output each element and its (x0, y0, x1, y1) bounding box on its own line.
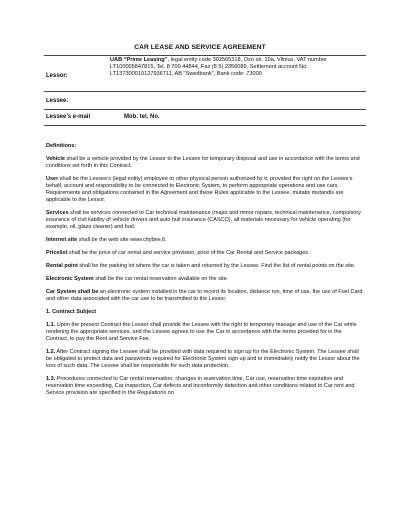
clause-number: 1.2. (46, 349, 56, 355)
definition-term: Car System shall be (46, 289, 99, 295)
clause-text: Upon the present Contract the Lessor shall provide the Lessee with the right to temporary manage and use of the Car while rendering the appropriate services, and the Lessee agrees to use the Car in accordance with the terms provided for in the Contract, to pay the Rent and Service Fee. (46, 322, 357, 342)
lessor-info: , legal entity code 302565318, Ozo str. 10a, Vilnius, VAT number LT100005847815, Tel. 8 700 44844, Fax (8 5) 2356089, Settlement account No. LT137300010127936711, AB "Swedbank", Bank code: 73000 (110, 57, 327, 78)
clause-1-2 (46, 349, 364, 370)
definition-text: shall be the price of car rental and service provision, price of the Car Rental and Service packages. (67, 250, 310, 256)
definition-term: Vehicle (46, 156, 65, 162)
definition-term: Internet site (46, 237, 78, 243)
clause-1-3 (46, 376, 364, 397)
definition-text: shall be services connected to Car technical maintenance (major and minor repairs, technical maintenance, compulsory insurance of civil liability of vehicle drivers and auto hull insurance (CASCO), all materials necessary for vehicle operating (for example, oil, glass cleaner) and fuel. (46, 210, 361, 230)
definition-term: Pricelist (46, 250, 68, 256)
clause-number: 1.3. (46, 376, 56, 382)
lessee-email-label: Lessee’s e-mail (46, 114, 91, 120)
definition-text: shall be the parking lot where the car is taken and returned by the Lessee. Find the list of rental points on the site. (77, 263, 356, 269)
lessee-label: Lessee: (46, 98, 69, 104)
definition-services (46, 210, 364, 231)
definition-internet-site (46, 237, 364, 244)
definition-term: Electronic System (46, 276, 94, 282)
section-1-heading: 1. Contract Subject (46, 309, 97, 315)
definition-rental-point (46, 263, 364, 270)
clause-text: Procedures connected to Car rental reservation, changes in reservation time, Car use, reservation time expiration and reservation time exceeding, Car inspection, Car defects and inconformity detection and other conditions related to Car rent and Service provision are specified in the Regulations on (46, 376, 355, 396)
mobile-label: Mob. tel. No. (124, 114, 160, 120)
definition-pricelist (46, 250, 364, 257)
document-title: CAR LEASE AND SERVICE AGREEMENT (134, 44, 266, 51)
clause-text: After Contract signing the Lessee shall be provided with data required to sign up for the Electronic System. The Lessee shall be obligated to protect data and passwords required for Electronic System sign up and to immediately notify the Lessor about the loss of such data. The Lessee shall be responsible for such data protection. (46, 349, 360, 369)
clause-1-1 (46, 322, 364, 343)
definition-vehicle (46, 156, 364, 170)
definition-term: User (46, 176, 59, 182)
definition-text: an electronic system installed in the car to record its location, distance run, time of use, the use of Fuel Card and other data associated with the car use to be transmitted to the Lessor. (46, 289, 363, 302)
lessor-name: UAB “Prime Leasing” (110, 57, 168, 63)
definition-car-system (46, 289, 364, 303)
lessor-rule (44, 91, 366, 92)
definitions-heading: Definitions: (46, 143, 77, 149)
lessee-rule (44, 109, 366, 110)
header-bottom-rule (44, 125, 366, 126)
definition-user (46, 176, 364, 204)
definition-text: shall be a vehicle provided by the Lessor to the Lessee for temporary disposal and use in accordance with the terms and conditions set forth in this Contract. (46, 156, 360, 169)
definition-term: Services (46, 210, 69, 216)
clause-number: 1.1. (46, 322, 56, 328)
lessor-label: Lessor: (46, 73, 68, 79)
header-top-rule (44, 55, 366, 56)
definition-text: shall be the car rental reservation available on the site. (93, 276, 229, 282)
document-body (46, 143, 364, 403)
lessor-details (110, 57, 370, 79)
definition-text: shall be the Lessee’s (legal entity) employee or other physical person authorized by it, provided the right on the Lessee’s behalf, account and responsibility to be connected to Electronic System, to perform appropriate operations and use cars. Requirements and obligations contained in the Agreement and these Rules applicable to the Lessee, mutatis mutandis are applicable to the Lessor. (46, 176, 353, 203)
definition-term: Rental point (46, 263, 78, 269)
definition-electronic-system (46, 276, 364, 283)
definition-text: shall be the web site www.citybee.lt. (77, 237, 167, 243)
